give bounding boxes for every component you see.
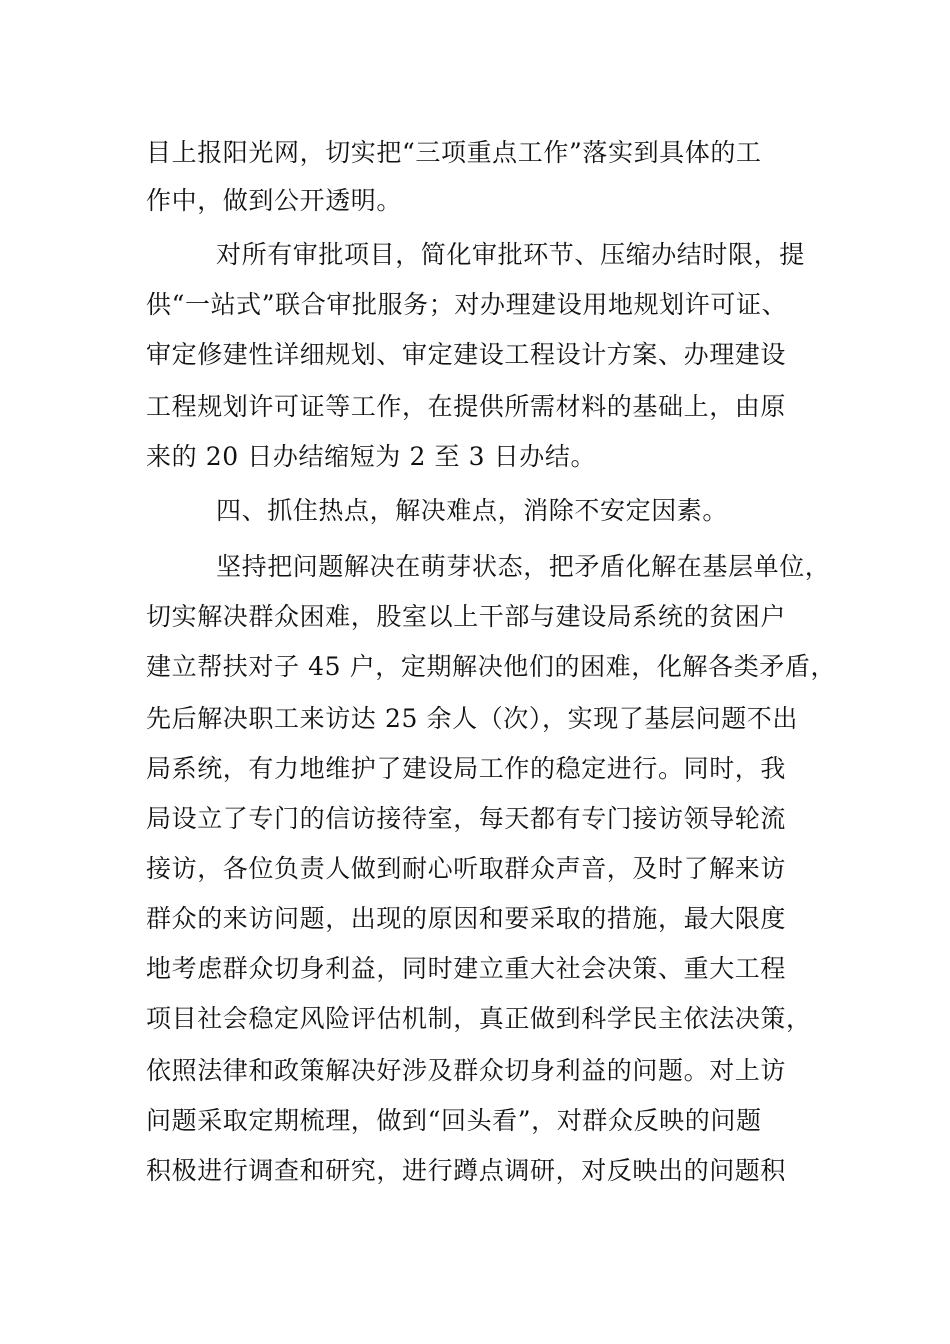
text-line: 审定修建性详细规划、审定建设工程设计方案、办理建设 <box>146 340 787 369</box>
text-line: 问题采取定期梳理，做到“回头看”，对群众反映的问题 <box>146 1106 762 1135</box>
text-line: 对所有审批项目，简化审批环节、压缩办结时限，提 <box>216 240 805 269</box>
text-line: 地考虑群众切身利益，同时建立重大社会决策、重大工程 <box>146 954 787 983</box>
text-line: 局设立了专门的信访接待室，每天都有专门接访领导轮流 <box>146 804 787 833</box>
text-line: 群众的来访问题，出现的原因和要采取的措施，最大限度 <box>146 904 787 933</box>
text-line: 接访，各位负责人做到耐心听取群众声音，及时了解来访 <box>146 854 787 883</box>
text-line: 建立帮扶对子 45 户，定期解决他们的困难，化解各类矛盾， <box>146 652 837 681</box>
section-heading: 四、抓住热点，解决难点，消除不安定因素。 <box>216 496 729 525</box>
text-line: 局系统，有力地维护了建设局工作的稳定进行。同时，我 <box>146 754 787 783</box>
text-line: 工程规划许可证等工作，在提供所需材料的基础上，由原 <box>146 392 787 421</box>
text-line: 积极进行调查和研究，进行蹲点调研，对反映出的问题积 <box>146 1156 787 1185</box>
text-line: 依照法律和政策解决好涉及群众切身利益的问题。对上访 <box>146 1056 787 1085</box>
text-line: 来的 20 日办结缩短为 2 至 3 日办结。 <box>146 442 597 471</box>
text-line: 供“一站式”联合审批服务；对办理建设用地规划许可证、 <box>146 290 788 319</box>
text-line: 坚持把问题解决在萌芽状态，把矛盾化解在基层单位， <box>216 552 831 581</box>
text-line: 项目社会稳定风险评估机制，真正做到科学民主依法决策， <box>146 1004 812 1033</box>
text-line: 切实解决群众困难，股室以上干部与建设局系统的贫困户 <box>146 602 787 631</box>
text-line: 先后解决职工来访达 25 余人（次），实现了基层问题不出 <box>146 704 799 733</box>
text-line: 作中，做到公开透明。 <box>146 186 403 215</box>
text-line: 目上报阳光网，切实把“三项重点工作”落实到具体的工 <box>146 138 762 167</box>
